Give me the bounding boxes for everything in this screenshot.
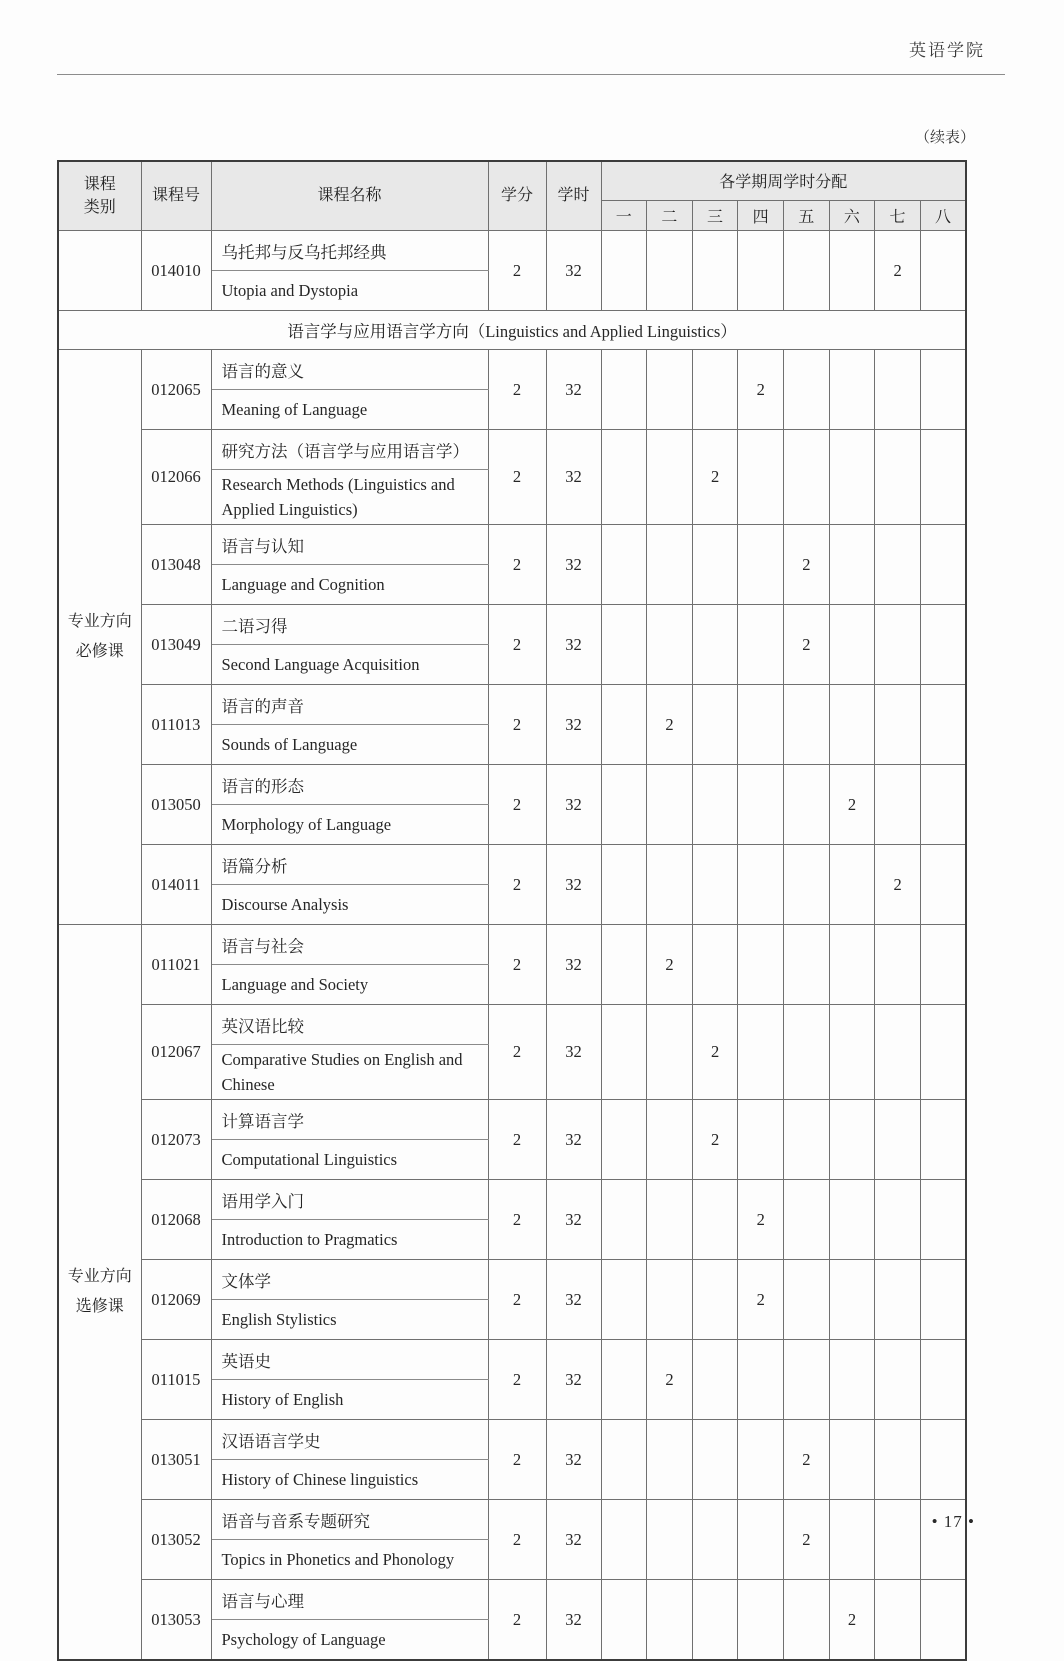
semester-header-cell: 四 [738,200,784,230]
header-title: 英语学院 [909,41,985,60]
semester-header-cell: 一 [601,200,647,230]
semester-hours-cell [920,525,966,605]
semester-hours-cell [829,1100,875,1180]
semester-hours-cell [647,1100,693,1180]
semester-hours-cell [601,430,647,525]
course-name-zh: 二语习得 [211,605,488,645]
section-divider [58,311,966,350]
course-credits: 2 [488,1580,546,1661]
course-row [58,1005,966,1045]
semester-hours-cell [647,525,693,605]
category-cell [58,231,141,311]
semester-hours-cell [692,350,738,430]
course-row [58,925,966,965]
semester-hours-cell [601,1005,647,1100]
header-rule [57,74,1005,75]
semester-hours-cell [601,1180,647,1260]
semester-hours-cell: 2 [829,1580,875,1661]
semester-hours-cell [738,231,784,311]
semester-hours-cell [920,1260,966,1340]
col-header-category-line1: 课程 [83,175,116,193]
course-name-zh: 语言的形态 [211,765,488,805]
course-credits: 2 [488,605,546,685]
course-row [58,231,966,271]
semester-hours-cell [692,925,738,1005]
semester-hours-cell [875,1340,921,1420]
course-hours: 32 [546,350,601,430]
semester-hours-cell [601,1100,647,1180]
semester-hours-cell [601,925,647,1005]
course-credits: 2 [488,1180,546,1260]
course-code: 011013 [141,685,211,765]
course-hours: 32 [546,845,601,925]
semester-hours-cell [784,1180,830,1260]
course-name-zh: 语篇分析 [211,845,488,885]
course-hours: 32 [546,231,601,311]
semester-hours-cell [875,1100,921,1180]
course-credits: 2 [488,765,546,845]
semester-hours-cell: 2 [875,845,921,925]
course-credits: 2 [488,231,546,311]
course-row [58,525,966,565]
course-hours: 32 [546,1340,601,1420]
course-credits: 2 [488,350,546,430]
course-hours: 32 [546,1005,601,1100]
semester-hours-cell: 2 [738,1180,784,1260]
semester-hours-cell: 2 [738,1260,784,1340]
semester-hours-cell [738,685,784,765]
semester-hours-cell: 2 [875,231,921,311]
semester-hours-cell [738,925,784,1005]
semester-hours-cell [875,525,921,605]
semester-hours-cell [920,765,966,845]
course-code: 012066 [141,430,211,525]
semester-hours-cell [738,525,784,605]
course-credits: 2 [488,1260,546,1340]
course-name-zh: 语言的声音 [211,685,488,725]
course-row [58,1260,966,1300]
semester-hours-cell [601,1340,647,1420]
section-divider-zh: 语言学与应用语言学方向 [287,323,469,341]
course-row [58,350,966,390]
course-name-en: Psychology of Language [211,1620,488,1661]
course-name-zh: 汉语语言学史 [211,1420,488,1460]
semester-hours-cell [829,430,875,525]
course-credits: 2 [488,430,546,525]
semester-hours-cell [647,350,693,430]
course-credits: 2 [488,1100,546,1180]
section-divider-row [58,311,966,350]
course-code: 013050 [141,765,211,845]
semester-hours-cell [875,1580,921,1661]
course-name-zh: 语言与认知 [211,525,488,565]
semester-hours-cell [692,1420,738,1500]
course-credits: 2 [488,685,546,765]
course-name-zh: 语音与音系专题研究 [211,1500,488,1540]
semester-hours-cell [875,1260,921,1340]
semester-hours-cell [784,430,830,525]
semester-hours-cell [920,685,966,765]
semester-hours-cell [829,1005,875,1100]
semester-hours-cell [647,605,693,685]
semester-hours-cell [647,1005,693,1100]
course-code: 014011 [141,845,211,925]
course-code: 013048 [141,525,211,605]
course-name-en: Research Methods (Linguistics and Applied Linguistics) [211,470,488,525]
semester-hours-cell [784,845,830,925]
section-divider-en: （Linguistics and Applied Linguistics） [468,322,737,341]
semester-hours-cell [692,845,738,925]
course-name-en: Discourse Analysis [211,885,488,925]
course-credits: 2 [488,1005,546,1100]
course-hours: 32 [546,525,601,605]
semester-header-cell: 八 [920,200,966,230]
semester-hours-cell [920,605,966,685]
semester-hours-cell [601,1260,647,1340]
table-header-row [58,161,966,200]
course-row [58,430,966,470]
course-code: 012069 [141,1260,211,1340]
semester-hours-cell [784,1005,830,1100]
semester-header-cell: 二 [647,200,693,230]
course-code: 012065 [141,350,211,430]
semester-hours-cell [647,430,693,525]
course-name-en: Computational Linguistics [211,1140,488,1180]
semester-hours-cell [647,1420,693,1500]
course-hours: 32 [546,1100,601,1180]
course-credits: 2 [488,1340,546,1420]
semester-hours-cell: 2 [647,925,693,1005]
course-hours: 32 [546,765,601,845]
course-row [58,1100,966,1140]
course-row [58,1340,966,1380]
course-name-zh: 语言与心理 [211,1580,488,1620]
semester-hours-cell [692,525,738,605]
semester-hours-cell [647,765,693,845]
semester-hours-cell [829,1340,875,1420]
semester-hours-cell: 2 [647,1340,693,1420]
semester-hours-cell [829,685,875,765]
col-header-name: 课程名称 [211,161,488,231]
course-name-en: Meaning of Language [211,390,488,430]
col-header-category-line2: 类别 [83,199,116,216]
semester-hours-cell [647,231,693,311]
semester-hours-cell [601,685,647,765]
course-hours: 32 [546,1420,601,1500]
semester-hours-cell [829,350,875,430]
course-name-zh: 文体学 [211,1260,488,1300]
semester-header-cell: 五 [784,200,830,230]
semester-hours-cell [601,845,647,925]
course-name-en: Second Language Acquisition [211,645,488,685]
semester-hours-cell [829,925,875,1005]
course-row [58,605,966,645]
semester-hours-cell [647,1580,693,1661]
course-row [58,845,966,885]
category-label-line: 专业方向 [67,1267,132,1285]
semester-hours-cell [738,1340,784,1420]
semester-hours-cell [784,1580,830,1661]
course-hours: 32 [546,605,601,685]
semester-hours-cell [601,1580,647,1661]
semester-hours-cell [784,1260,830,1340]
course-name-en: Morphology of Language [211,805,488,845]
course-code: 013051 [141,1420,211,1500]
semester-hours-cell [692,685,738,765]
course-name-zh: 语用学入门 [211,1180,488,1220]
semester-hours-cell [738,430,784,525]
semester-hours-cell: 2 [692,1005,738,1100]
semester-hours-cell [920,1100,966,1180]
semester-hours-cell [692,1260,738,1340]
category-cell [58,925,141,1661]
semester-hours-cell [829,1420,875,1500]
semester-hours-cell [784,1100,830,1180]
semester-hours-cell: 2 [692,1100,738,1180]
semester-hours-cell: 2 [692,430,738,525]
semester-hours-cell [920,845,966,925]
semester-hours-cell: 2 [784,1420,830,1500]
semester-hours-cell [784,231,830,311]
semester-hours-cell [920,231,966,311]
semester-hours-cell [738,845,784,925]
course-credits: 2 [488,1500,546,1580]
course-name-zh: 研究方法（语言学与应用语言学） [211,430,488,470]
semester-hours-cell [738,605,784,685]
semester-hours-cell [875,430,921,525]
semester-hours-cell [920,1420,966,1500]
course-name-zh: 乌托邦与反乌托邦经典 [211,231,488,271]
course-name-zh: 英汉语比较 [211,1005,488,1045]
semester-hours-cell [692,1580,738,1661]
semester-header-cell: 三 [692,200,738,230]
semester-hours-cell [875,925,921,1005]
course-credits: 2 [488,525,546,605]
semester-hours-cell [738,765,784,845]
semester-hours-cell: 2 [784,605,830,685]
course-row [58,685,966,725]
course-code: 012067 [141,1005,211,1100]
semester-hours-cell [829,1260,875,1340]
semester-hours-cell [920,1005,966,1100]
course-credits: 2 [488,925,546,1005]
course-code: 014010 [141,231,211,311]
semester-header-cell: 六 [829,200,875,230]
category-label-line: 选修课 [75,1298,124,1315]
course-name-en: Sounds of Language [211,725,488,765]
semester-hours-cell [920,350,966,430]
semester-hours-cell [829,231,875,311]
course-row [58,1580,966,1620]
semester-hours-cell [875,1005,921,1100]
semester-hours-cell [829,845,875,925]
semester-hours-cell [692,231,738,311]
semester-hours-cell [829,1180,875,1260]
course-name-en: Introduction to Pragmatics [211,1220,488,1260]
semester-hours-cell [692,1340,738,1420]
semester-hours-cell [784,925,830,1005]
semester-hours-cell [601,1420,647,1500]
semester-hours-cell [601,605,647,685]
category-cell [58,350,141,925]
course-code: 013052 [141,1500,211,1580]
semester-hours-cell [784,1340,830,1420]
course-credits: 2 [488,845,546,925]
course-name-zh: 计算语言学 [211,1100,488,1140]
course-name-en: History of Chinese linguistics [211,1460,488,1500]
col-header-hours: 学时 [546,161,601,231]
semester-hours-cell [738,1100,784,1180]
semester-hours-cell [647,1260,693,1340]
course-row [58,1420,966,1460]
semester-hours-cell: 2 [784,1500,830,1580]
semester-hours-cell [875,350,921,430]
semester-hours-cell [784,765,830,845]
course-code: 011015 [141,1340,211,1420]
col-header-credits: 学分 [488,161,546,231]
semester-hours-cell [692,765,738,845]
course-hours: 32 [546,430,601,525]
col-header-semester-group: 各学期周学时分配 [601,161,966,200]
semester-hours-cell [875,1180,921,1260]
category-label-line: 专业方向 [67,612,132,630]
semester-hours-cell [920,1180,966,1260]
semester-hours-cell [647,1180,693,1260]
course-code: 013049 [141,605,211,685]
semester-hours-cell: 2 [829,765,875,845]
course-row [58,765,966,805]
course-code: 012073 [141,1100,211,1180]
semester-hours-cell [601,231,647,311]
page-header [57,36,985,61]
semester-hours-cell [920,925,966,1005]
course-name-zh: 语言的意义 [211,350,488,390]
course-name-en: History of English [211,1380,488,1420]
semester-hours-cell [738,1005,784,1100]
course-hours: 32 [546,1500,601,1580]
semester-hours-cell [738,1580,784,1661]
page-number: • 17 • [931,1512,975,1531]
course-table [57,160,967,1661]
course-name-en: Language and Society [211,965,488,1005]
course-name-en: Language and Cognition [211,565,488,605]
semester-hours-cell [829,525,875,605]
semester-hours-cell [601,525,647,605]
semester-hours-cell [920,1580,966,1661]
semester-hours-cell [875,1420,921,1500]
semester-hours-cell [692,1180,738,1260]
semester-hours-cell [920,1340,966,1420]
course-hours: 32 [546,685,601,765]
course-credits: 2 [488,1420,546,1500]
semester-hours-cell [920,430,966,525]
semester-hours-cell [601,350,647,430]
semester-hours-cell [601,765,647,845]
course-code: 013053 [141,1580,211,1661]
course-hours: 32 [546,1260,601,1340]
semester-hours-cell: 2 [647,685,693,765]
course-hours: 32 [546,1180,601,1260]
continuation-note: （续表） [914,130,975,146]
course-row [58,1180,966,1220]
course-name-en: Utopia and Dystopia [211,271,488,311]
course-hours: 32 [546,1580,601,1661]
course-code: 012068 [141,1180,211,1260]
course-name-en: English Stylistics [211,1300,488,1340]
semester-hours-cell [647,845,693,925]
semester-hours-cell [738,1420,784,1500]
course-name-zh: 英语史 [211,1340,488,1380]
semester-hours-cell [875,605,921,685]
semester-header-cell: 七 [875,200,921,230]
semester-hours-cell [829,605,875,685]
course-name-zh: 语言与社会 [211,925,488,965]
semester-hours-cell [784,685,830,765]
course-name-en: Comparative Studies on English and Chinese [211,1045,488,1100]
semester-hours-cell [875,685,921,765]
course-hours: 32 [546,925,601,1005]
col-header-category [58,161,141,231]
semester-hours-cell: 2 [784,525,830,605]
semester-hours-cell [692,605,738,685]
col-header-code: 课程号 [141,161,211,231]
category-label-line: 必修课 [75,643,124,660]
semester-hours-cell: 2 [738,350,784,430]
course-name-en: Topics in Phonetics and Phonology [211,1540,488,1580]
semester-hours-cell [784,350,830,430]
course-code: 011021 [141,925,211,1005]
semester-hours-cell [875,765,921,845]
